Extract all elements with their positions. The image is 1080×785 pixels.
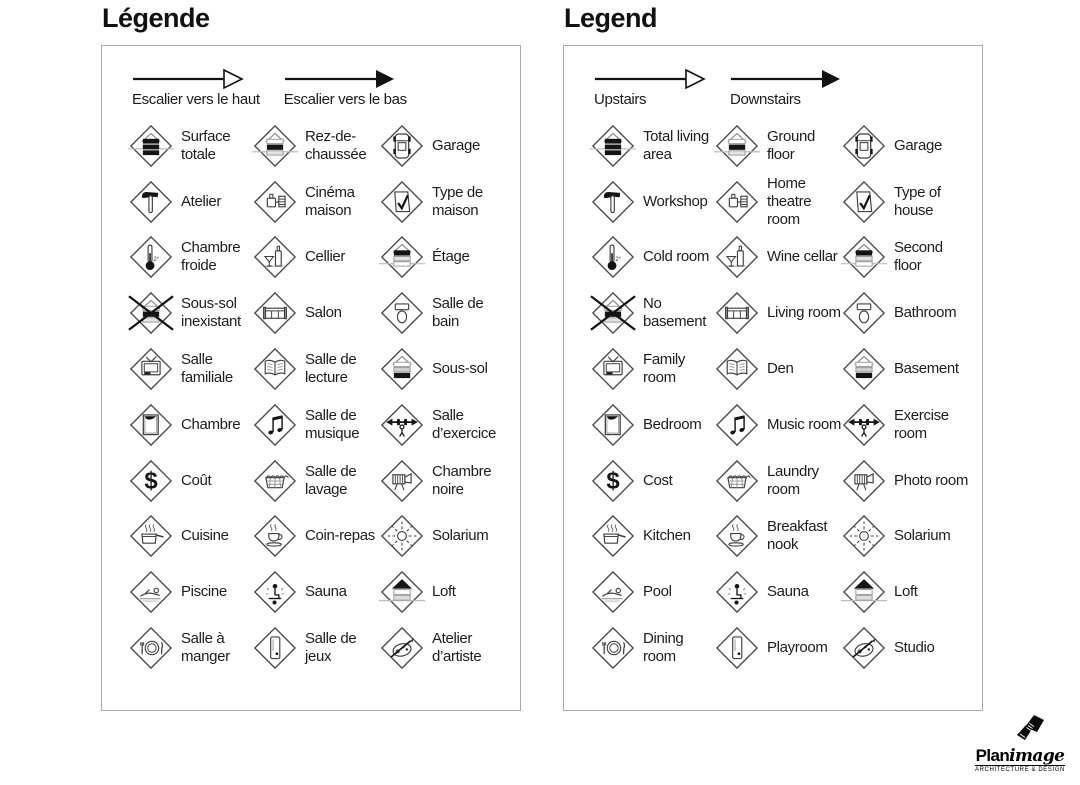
legend-item xyxy=(714,564,841,620)
swimmer-icon xyxy=(590,569,636,615)
legend-item xyxy=(590,230,714,286)
legend-item-label: Salle d’exercice xyxy=(432,406,497,442)
solid-arrow-icon xyxy=(730,68,842,90)
stairs-down-legend xyxy=(730,68,842,108)
planimage-logo-text: Planimage xyxy=(975,746,1065,766)
dollar-icon xyxy=(590,458,636,504)
legend-item-label: Salle de lecture xyxy=(305,351,357,387)
weights-icon xyxy=(841,402,887,448)
legend-item xyxy=(714,174,841,230)
sun-icon xyxy=(841,513,887,559)
legend-item xyxy=(590,509,714,565)
house-bottom-icon xyxy=(379,346,425,392)
check-sheet-icon xyxy=(841,179,887,225)
house-total-icon xyxy=(590,123,636,169)
legend-item xyxy=(379,620,512,676)
legend-item-label: Home theatre room xyxy=(767,174,812,228)
legend-item xyxy=(379,118,512,174)
panel-title-french: Légende xyxy=(102,3,210,33)
legend-item-label: Coin-repas xyxy=(305,527,375,545)
legend-item-label: Type of house xyxy=(894,183,941,219)
legend-item xyxy=(252,174,379,230)
legend-item xyxy=(379,397,512,453)
stairs-up-legend xyxy=(594,68,706,108)
legend-item-label: Salle à manger xyxy=(181,630,230,666)
sofa-icon xyxy=(252,290,298,336)
legend-item-label: Wine cellar xyxy=(767,248,838,266)
camera-icon xyxy=(841,458,887,504)
legend-item xyxy=(128,285,252,341)
legend-item xyxy=(590,118,714,174)
stairs-up-label: Escalier vers le haut xyxy=(132,91,260,108)
legend-item xyxy=(841,341,974,397)
legend-item-label: Solarium xyxy=(432,527,489,545)
svg-text:$: $ xyxy=(606,467,620,495)
toilet-icon xyxy=(379,290,425,336)
legend-item-label: Garage xyxy=(894,136,942,154)
legend-item xyxy=(379,564,512,620)
legend-item-label: Loft xyxy=(894,583,918,601)
planimage-logo-tagline: ARCHITECTURE & DESIGN xyxy=(975,767,1065,773)
wine-icon xyxy=(714,234,760,280)
legend-item-label: Salle de bain xyxy=(432,295,484,331)
legend-item-label: Cellier xyxy=(305,248,346,266)
legend-item-label: Dining room xyxy=(643,630,684,666)
projector-icon xyxy=(714,179,760,225)
stairs-up-legend xyxy=(132,68,260,108)
legend-item-label: Garage xyxy=(432,136,480,154)
legend-item xyxy=(252,341,379,397)
book-icon xyxy=(714,346,760,392)
camera-icon xyxy=(379,458,425,504)
legend-item-label: Workshop xyxy=(643,192,708,210)
stair-arrows xyxy=(132,68,512,108)
legend-item xyxy=(841,230,974,286)
legend-item xyxy=(590,174,714,230)
stairs-down-label: Downstairs xyxy=(730,91,801,108)
sauna-icon xyxy=(714,569,760,615)
legend-item xyxy=(590,564,714,620)
hollow-arrow-icon xyxy=(594,68,706,90)
legend-item-label: Family room xyxy=(643,351,686,387)
legend-item-label: Kitchen xyxy=(643,527,691,545)
sun-icon xyxy=(379,513,425,559)
house-loft-icon xyxy=(841,569,887,615)
legend-item xyxy=(714,285,841,341)
legend-item xyxy=(128,230,252,286)
legend-item xyxy=(128,453,252,509)
garage-icon xyxy=(379,123,425,169)
panel-title-english: Legend xyxy=(564,3,658,33)
stairs-down-label: Escalier vers le bas xyxy=(283,91,407,108)
legend-item-label: Loft xyxy=(432,583,456,601)
projector-icon xyxy=(252,179,298,225)
house-total-icon xyxy=(128,123,174,169)
legend-item-label: Basement xyxy=(894,360,959,378)
legend-item-label: Salle de jeux xyxy=(305,630,357,666)
legend-item-label: Salle de musique xyxy=(305,406,360,442)
legend-item-label: Living room xyxy=(767,304,841,322)
legend-item xyxy=(714,453,841,509)
thermometer-icon xyxy=(128,234,174,280)
door-icon xyxy=(252,625,298,671)
legend-item-label: Cinéma maison xyxy=(305,183,355,219)
legend-item-label: Photo room xyxy=(894,471,969,489)
basket-icon xyxy=(714,458,760,504)
legend-item xyxy=(590,341,714,397)
legend-item xyxy=(379,230,512,286)
legend-item xyxy=(841,397,974,453)
solid-arrow-icon xyxy=(284,68,407,90)
house-crossed-icon xyxy=(128,290,174,336)
pot-icon xyxy=(128,513,174,559)
legend-item xyxy=(379,341,512,397)
bed-icon xyxy=(128,402,174,448)
stairs-down-legend xyxy=(284,68,407,108)
legend-item-label: Pool xyxy=(643,583,672,601)
legend-item xyxy=(128,564,252,620)
legend-item-label: Sous-sol xyxy=(432,360,488,378)
legend-item xyxy=(841,453,974,509)
legend-item-label: Laundry room xyxy=(767,462,819,498)
legend-item-label: Total living area xyxy=(643,127,709,163)
legend-item xyxy=(379,174,512,230)
legend-item-label: Den xyxy=(767,360,794,378)
sauna-icon xyxy=(252,569,298,615)
legend-item-label: Salle de lavage xyxy=(305,462,357,498)
legend-items-french xyxy=(128,118,512,676)
house-top-icon xyxy=(379,234,425,280)
legend-item-label: Bathroom xyxy=(894,304,957,322)
basket-icon xyxy=(252,458,298,504)
legend-item xyxy=(841,285,974,341)
panel-box-french xyxy=(101,45,521,711)
check-sheet-icon xyxy=(379,179,425,225)
book-icon xyxy=(252,346,298,392)
pot-icon xyxy=(590,513,636,559)
music-note-icon xyxy=(252,402,298,448)
legend-items-english xyxy=(590,118,974,676)
weights-icon xyxy=(379,402,425,448)
bed-icon xyxy=(590,402,636,448)
legend-item-label: Bedroom xyxy=(643,415,702,433)
legend-item-label: Playroom xyxy=(767,639,828,657)
planimage-logo xyxy=(974,713,1066,773)
palette-icon xyxy=(841,625,887,671)
legend-item-label: Salon xyxy=(305,304,342,322)
legend-item-label: Exercise room xyxy=(894,406,949,442)
legend-item xyxy=(128,341,252,397)
legend-item-label: Coût xyxy=(181,471,212,489)
legend-item-label: Rez-de-chaussée xyxy=(305,127,367,163)
panel-box-english xyxy=(563,45,983,711)
legend-item-label: Breakfast nook xyxy=(767,518,828,554)
legend-item xyxy=(714,620,841,676)
legend-item xyxy=(252,397,379,453)
tv-icon xyxy=(590,346,636,392)
legend-item xyxy=(252,509,379,565)
house-bottom-icon xyxy=(841,346,887,392)
legend-item xyxy=(590,620,714,676)
legend-item-label: Music room xyxy=(767,415,842,433)
legend-item-label: Piscine xyxy=(181,583,227,601)
cup-icon xyxy=(714,513,760,559)
legend-item xyxy=(841,174,974,230)
wine-icon xyxy=(252,234,298,280)
hammer-icon xyxy=(128,179,174,225)
plate-icon xyxy=(590,625,636,671)
legend-item-label: Type de maison xyxy=(432,183,483,219)
legend-item xyxy=(252,620,379,676)
plate-icon xyxy=(128,625,174,671)
legend-item-label: Cuisine xyxy=(181,527,229,545)
legend-item xyxy=(714,118,841,174)
legend-item xyxy=(252,453,379,509)
legend-item xyxy=(841,564,974,620)
legend-item xyxy=(128,174,252,230)
toilet-icon xyxy=(841,290,887,336)
legend-item xyxy=(714,397,841,453)
legend-item-label: Chambre xyxy=(181,415,241,433)
legend-item-label: No basement xyxy=(643,295,707,331)
legend-item-label: Atelier d’artiste xyxy=(432,630,482,666)
legend-item-label: Cost xyxy=(643,471,673,489)
legend-item-label: Chambre noire xyxy=(432,462,492,498)
hollow-arrow-icon xyxy=(132,68,260,90)
legend-item xyxy=(590,397,714,453)
legend-panel-english xyxy=(563,3,983,711)
cup-icon xyxy=(252,513,298,559)
legend-item-label: Surface totale xyxy=(181,127,231,163)
legend-item xyxy=(252,564,379,620)
svg-text:$: $ xyxy=(144,467,158,495)
legend-item-label: Second floor xyxy=(894,239,943,275)
planimage-logo-mark-icon xyxy=(1011,713,1047,748)
garage-icon xyxy=(841,123,887,169)
legend-item xyxy=(379,509,512,565)
legend-item xyxy=(379,453,512,509)
tv-icon xyxy=(128,346,174,392)
house-ground-icon xyxy=(714,123,760,169)
legend-item-label: Étage xyxy=(432,248,470,266)
legend-item-label: Cold room xyxy=(643,248,710,266)
legend-panel-french xyxy=(101,3,521,711)
house-ground-icon xyxy=(252,123,298,169)
legend-item-label: Sauna xyxy=(305,583,347,601)
music-note-icon xyxy=(714,402,760,448)
svg-text:2°: 2° xyxy=(615,256,622,264)
legend-item-label: Chambre froide xyxy=(181,239,241,275)
legend-item xyxy=(590,453,714,509)
house-top-icon xyxy=(841,234,887,280)
dollar-icon xyxy=(128,458,174,504)
sofa-icon xyxy=(714,290,760,336)
legend-item xyxy=(590,285,714,341)
legend-item-label: Solarium xyxy=(894,527,951,545)
hammer-icon xyxy=(590,179,636,225)
legend-item-label: Salle familiale xyxy=(181,351,233,387)
legend-item xyxy=(841,620,974,676)
palette-icon xyxy=(379,625,425,671)
legend-item xyxy=(252,285,379,341)
legend-item-label: Sauna xyxy=(767,583,809,601)
legend-item xyxy=(128,620,252,676)
legend-item-label: Atelier xyxy=(181,192,222,210)
stair-arrows xyxy=(594,68,974,108)
door-icon xyxy=(714,625,760,671)
legend-item xyxy=(252,118,379,174)
thermometer-icon xyxy=(590,234,636,280)
house-loft-icon xyxy=(379,569,425,615)
legend-item xyxy=(714,230,841,286)
legend-item xyxy=(128,397,252,453)
stairs-up-label: Upstairs xyxy=(594,91,647,108)
legend-item xyxy=(714,341,841,397)
legend-item xyxy=(379,285,512,341)
svg-text:2°: 2° xyxy=(153,256,160,264)
legend-item-label: Ground floor xyxy=(767,127,815,163)
legend-item xyxy=(841,509,974,565)
swimmer-icon xyxy=(128,569,174,615)
legend-item xyxy=(841,118,974,174)
legend-item xyxy=(128,509,252,565)
legend-item xyxy=(252,230,379,286)
legend-item xyxy=(128,118,252,174)
legend-item-label: Sous-sol inexistant xyxy=(181,295,241,331)
legend-item-label: Studio xyxy=(894,639,935,657)
house-crossed-icon xyxy=(590,290,636,336)
legend-item xyxy=(714,509,841,565)
